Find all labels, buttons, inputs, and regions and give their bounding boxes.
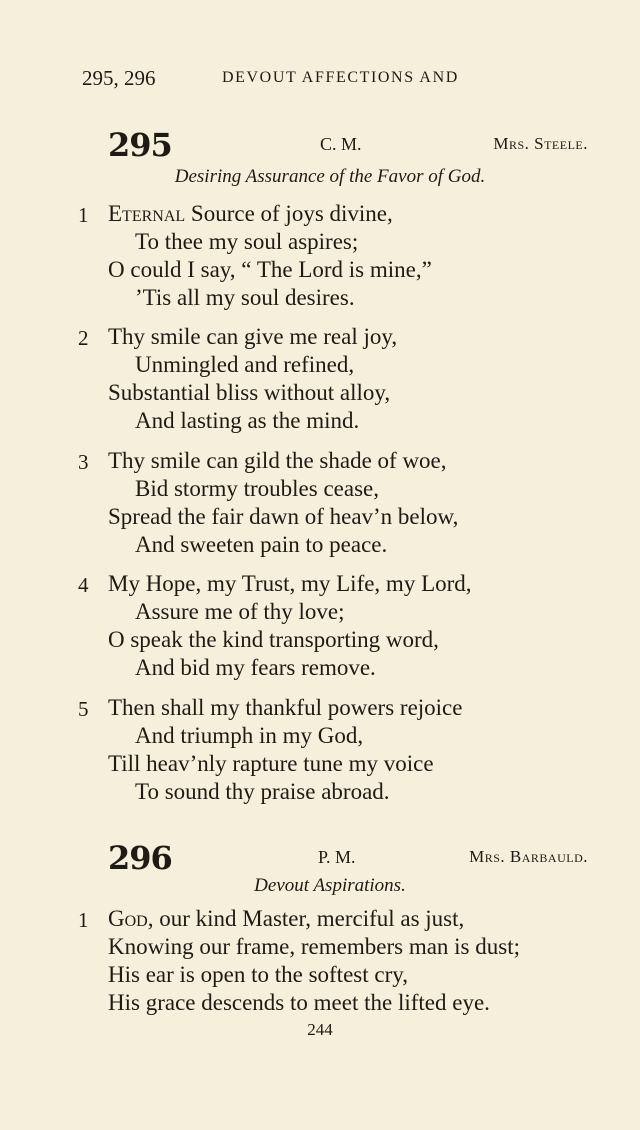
- running-head-title: DEVOUT AFFECTIONS AND: [222, 69, 459, 86]
- verse-number: 1: [78, 203, 89, 227]
- verse-line: Spread the fair dawn of heav’n below,: [108, 504, 459, 529]
- verse-line: Till heav’nly rapture tune my voice: [108, 751, 434, 776]
- verse-lead-word: Eternal: [108, 201, 186, 226]
- verse-line: Knowing our frame, remembers man is dust;: [108, 934, 520, 959]
- verse-line: O could I say, “ The Lord is mine,”: [108, 257, 432, 282]
- verse-line: Thy smile can give me real joy,: [108, 324, 398, 349]
- page-number: 244: [307, 1020, 333, 1039]
- verse-line: Bid stormy troubles cease,: [135, 476, 380, 501]
- verse-number: 3: [78, 450, 89, 474]
- verse-line: Substantial bliss without alloy,: [108, 380, 391, 405]
- verse-line: My Hope, my Trust, my Life, my Lord,: [108, 571, 472, 596]
- verse-lead-word: God: [108, 906, 148, 931]
- verse-line: Unmingled and refined,: [135, 352, 355, 377]
- hymn-296-subtitle: Devout Aspirations.: [254, 875, 406, 896]
- running-head: [82, 66, 580, 96]
- hymn-author: Mrs. Barbauld.: [469, 847, 588, 866]
- verse-line: His grace descends to meet the lifted eye.: [108, 990, 490, 1015]
- hymn-number: 296: [108, 839, 172, 877]
- verse-line: And bid my fears remove.: [135, 655, 376, 680]
- running-head-pages: 295, 296: [82, 66, 156, 90]
- verse-line: Assure me of thy love;: [135, 599, 345, 624]
- verse-line: [108, 201, 393, 227]
- verse-number: 5: [78, 697, 89, 721]
- hymn-author: Mrs. Steele.: [493, 134, 588, 153]
- verse-line: And sweeten pain to peace.: [135, 532, 388, 557]
- hymn-number: 295: [108, 126, 172, 164]
- hymn-295-subtitle: Desiring Assurance of the Favor of God.: [174, 166, 486, 187]
- verse-number: 4: [78, 573, 89, 597]
- verse-line: ’Tis all my soul desires.: [135, 285, 355, 310]
- verse-line-rest: Source of joys divine,: [185, 201, 393, 226]
- verse-line: His ear is open to the softest cry,: [108, 962, 408, 987]
- verse-line: O speak the kind transporting word,: [108, 627, 439, 652]
- hymn-meter: C. M.: [320, 134, 362, 154]
- verse-line: And triumph in my God,: [135, 723, 364, 748]
- verse-line: To sound thy praise abroad.: [135, 779, 390, 804]
- verse-number: 2: [78, 326, 89, 350]
- verse-line: Thy smile can gild the shade of woe,: [108, 448, 447, 473]
- verse-line-rest: , our kind Master, merciful as just,: [147, 906, 465, 931]
- hymn-meter: P. M.: [318, 847, 356, 867]
- verse-line: And lasting as the mind.: [135, 408, 360, 433]
- hymn-295-header: [108, 126, 588, 170]
- verse-number: 1: [78, 908, 89, 932]
- verse-line: To thee my soul aspires;: [135, 229, 359, 254]
- verse-line: Then shall my thankful powers rejoice: [108, 695, 463, 720]
- verse-line: [108, 906, 464, 932]
